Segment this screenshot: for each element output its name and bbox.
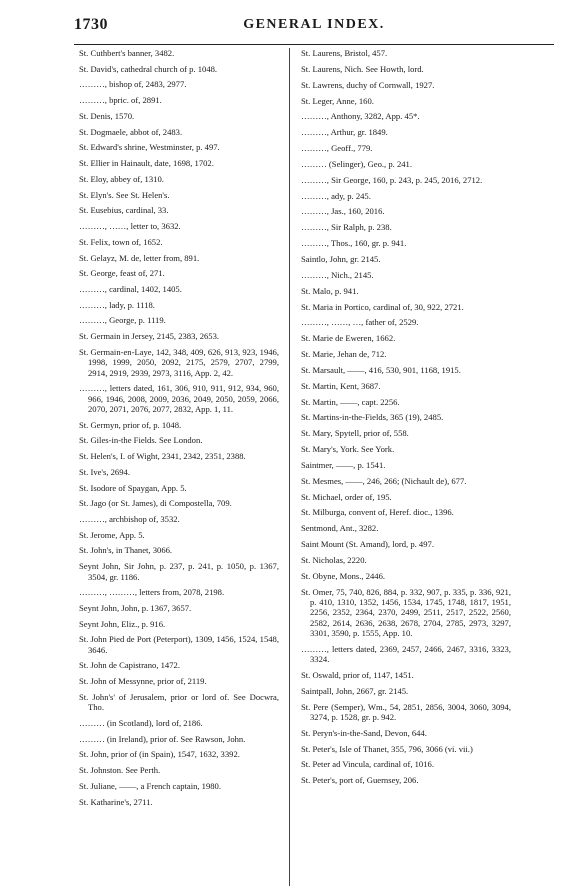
index-entry: ………, ………, letters from, 2078, 2198. (79, 587, 225, 598)
index-entry: St. Gelayz, M. de, letter from, 891. (79, 252, 200, 263)
index-entry: St. Martins-in-the-Fields, 365 (19), 2485. (301, 412, 444, 423)
index-entry: St. John de Capistrano, 1472. (79, 660, 180, 671)
index-entry: St. Peter ad Vincula, cardinal of, 1016. (301, 759, 434, 770)
index-entry: St. Lawrens, duchy of Cornwall, 1927. (301, 79, 435, 90)
index-entry: ………, Sir George, 160, p. 243, p. 245, 2016, 2712. (301, 174, 483, 185)
index-entry: St. Elyn's. See St. Helen's. (79, 189, 170, 200)
index-entry: ……… (in Ireland), prior of. See Rawson, John. (79, 733, 246, 744)
page-number: 1730 (74, 16, 108, 33)
index-entry: ………, cardinal, 1402, 1405. (79, 284, 182, 295)
index-entry: St. Nicholas, 2220. (301, 555, 367, 565)
index-entry: ………, ……, letter to, 3632. (79, 221, 181, 232)
index-entry: St. Ellier in Hainault, date, 1698, 1702. (79, 158, 214, 169)
index-entry: St. Germain-en-Laye, 142, 348, 409, 626, 913, 923, 1946, 1998, 1999, 2050, 2092, 2175, 2579, 2707, 2799, 2914, 2919, 2939, 2973, 3116, App. 2, 42. (79, 346, 279, 378)
index-entry: Saintpall, John, 2667, gr. 2145. (301, 685, 409, 696)
index-entry: St. George, feast of, 271. (79, 268, 165, 279)
index-entry: St. Malo, p. 941. (301, 285, 359, 296)
index-entry: ………, George, p. 1119. (79, 315, 166, 326)
index-entry: St. Cuthbert's banner, 3482. (79, 48, 175, 58)
index-entry: ………, letters dated, 161, 306, 910, 911, 912, 934, 960, 966, 1946, 2008, 2009, 2036, 2049, 2050, 2059, 2066, 2070, 2071, 2076, 2077, 2832, App. 1, 11. (79, 383, 279, 414)
index-entry: St. Martin, ——, capt. 2256. (301, 396, 400, 407)
index-entry: Seynt John, John, p. 1367, 3657. (79, 602, 192, 613)
index-entry: St. John's' of Jerusalem, prior or lord of. See Docwra, Tho. (79, 691, 279, 713)
index-entry: St. Mary, Spytell, prior of, 558. (301, 428, 409, 439)
index-entry: St. Leger, Anne, 160. (301, 95, 374, 106)
index-entry: Saint Mount (St. Amand), lord, p. 497. (301, 539, 434, 550)
index-entry: St. John of Messynne, prior of, 2119. (79, 676, 207, 687)
index-entry: St. Obyne, Mons., 2446. (301, 570, 386, 581)
index-entry: St. Denis, 1570. (79, 110, 135, 121)
index-entry: Sentmond, Ant., 3282. (301, 523, 379, 534)
right-index-column (301, 48, 511, 791)
index-entry: St. Germain in Jersey, 2145, 2383, 2653. (79, 331, 220, 342)
index-entry: ………, lady, p. 1118. (79, 299, 155, 310)
index-entry: St. Marie, Jehan de, 712. (301, 349, 387, 360)
index-entry: St. John's, in Thanet, 3066. (79, 545, 173, 556)
index-entry: ………, letters dated, 2369, 2457, 2466, 2467, 3316, 3323, 3324. (301, 643, 511, 665)
running-title: GENERAL INDEX. (243, 17, 385, 32)
index-entry: ………, Arthur, gr. 1849. (301, 127, 388, 138)
index-entry: St. David's, cathedral church of p. 1048. (79, 63, 218, 74)
index-entry: St. Martin, Kent, 3687. (301, 380, 381, 391)
index-entry: St. Peryn's-in-the-Sand, Devon, 644. (301, 727, 427, 738)
index-entry: St. Edward's shrine, Westminster, p. 497. (79, 142, 220, 153)
index-entry: St. Isodore of Spaygan, App. 5. (79, 482, 187, 493)
index-entry: ……… (Selinger), Geo., p. 241. (301, 158, 412, 169)
index-entry: St. Jerome, App. 5. (79, 529, 145, 540)
index-entry: ………, archbishop of, 3532. (79, 514, 180, 525)
index-entry: St. Peter's, port of, Guernsey, 206. (301, 775, 419, 786)
index-entry: St. Peter's, Isle of Thanet, 355, 796, 3066 (vi. vii.) (301, 743, 473, 754)
index-entry: St. Katharine's, 2711. (79, 796, 153, 807)
index-entry: St. John Pied de Port (Peterport), 1309, 1456, 1524, 1548, 3646. (79, 634, 279, 655)
index-entry: St. Eloy, abbey of, 1310. (79, 173, 164, 184)
index-entry: ………, bishop of, 2483, 2977. (79, 79, 187, 90)
index-entry: ……… (in Scotland), lord of, 2186. (79, 717, 203, 728)
index-entry: St. Maria in Portico, cardinal of, 30, 922, 2721. (301, 301, 464, 312)
index-entry: Seynt John, Sir John, p. 237, p. 241, p. 1050, p. 1367, 3504, gr. 1186. (79, 561, 279, 582)
index-entry: ………, Thos., 160, gr. p. 941. (301, 238, 407, 249)
index-entry: St. Juliane, ——, a French captain, 1980. (79, 780, 222, 791)
index-entry: Saintlo, John, gr. 2145. (301, 253, 381, 264)
index-entry: St. Eusebius, cardinal, 33. (79, 205, 169, 216)
page-header (74, 16, 554, 40)
index-entry: ………, bpric. of, 2891. (79, 95, 162, 106)
index-entry: St. Pere (Semper), Wm., 54, 2851, 2856, 3004, 3060, 3094, 3274, p. 1528, gr. p. 942. (301, 701, 511, 722)
index-entry: ………, Geoff., 779. (301, 143, 373, 154)
index-entry: St. Milburga, convent of, Heref. dioc., 1396. (301, 507, 454, 518)
index-entry: ………, ……, …, father of, 2529. (301, 317, 419, 328)
index-entry: St. Laurens, Nich. See Howth, lord. (301, 63, 424, 74)
index-entry: Seynt John, Eliz., p. 916. (79, 618, 166, 629)
header-rule (74, 44, 554, 45)
index-entry: St. Marie de Eweren, 1662. (301, 333, 396, 344)
index-entry: ………, ady, p. 245. (301, 190, 371, 201)
index-entry: St. Giles-in-the Fields. See London. (79, 435, 203, 446)
index-entry: St. John, prior of (in Spain), 1547, 1632, 3392. (79, 749, 240, 760)
column-divider (289, 48, 290, 886)
index-entry: St. Michael, order of, 195. (301, 491, 392, 502)
index-entry: St. Marsault, ——, 416, 530, 901, 1168, 1915. (301, 364, 461, 375)
index-entry: St. Laurens, Bristol, 457. (301, 48, 388, 58)
index-entry: St. Mesmes, ——, 246, 266; (Nichault de), 677. (301, 475, 467, 486)
index-entry: St. Helen's, I. of Wight, 2341, 2342, 2351, 2388. (79, 451, 246, 462)
index-entry: St. Johnston. See Perth. (79, 765, 161, 776)
index-entry: St. Dogmaele, abbot of, 2483. (79, 126, 183, 137)
left-index-column (79, 48, 279, 812)
index-entry: St. Mary's, York. See York. (301, 444, 395, 455)
index-entry: St. Germyn, prior of, p. 1048. (79, 419, 182, 430)
index-entry: ………, Jas., 160, 2016. (301, 206, 385, 217)
index-entry: ………, Nich., 2145. (301, 269, 374, 280)
index-entry: St. Omer, 75, 740, 826, 884, p. 332, 907, p. 335, p. 336, 921, p. 410, 1310, 1352, 1456, 1534, 1745, 1748, 1817, 1951, 2256, 2352, 2364, 2370, 2499, 2511, 2517, 2522, 2560, 2582, 2614, 2636, 2638, 2678, 2704, 2785, 2973, 3297, 3301, 3590, p. 1555, App. 10. (301, 586, 511, 638)
index-entry: St. Jago (or St. James), di Compostella, 709. (79, 498, 232, 509)
index-entry: St. Felix, town of, 1652. (79, 236, 163, 247)
index-entry: St. Oswald, prior of, 1147, 1451. (301, 669, 414, 680)
index-entry: St. Ive's, 2694. (79, 466, 130, 477)
index-entry: ………, Sir Ralph, p. 238. (301, 222, 392, 233)
index-entry: ………, Anthony, 3282, App. 45*. (301, 111, 420, 122)
index-entry: Saintmer, ——, p. 1541. (301, 459, 386, 470)
